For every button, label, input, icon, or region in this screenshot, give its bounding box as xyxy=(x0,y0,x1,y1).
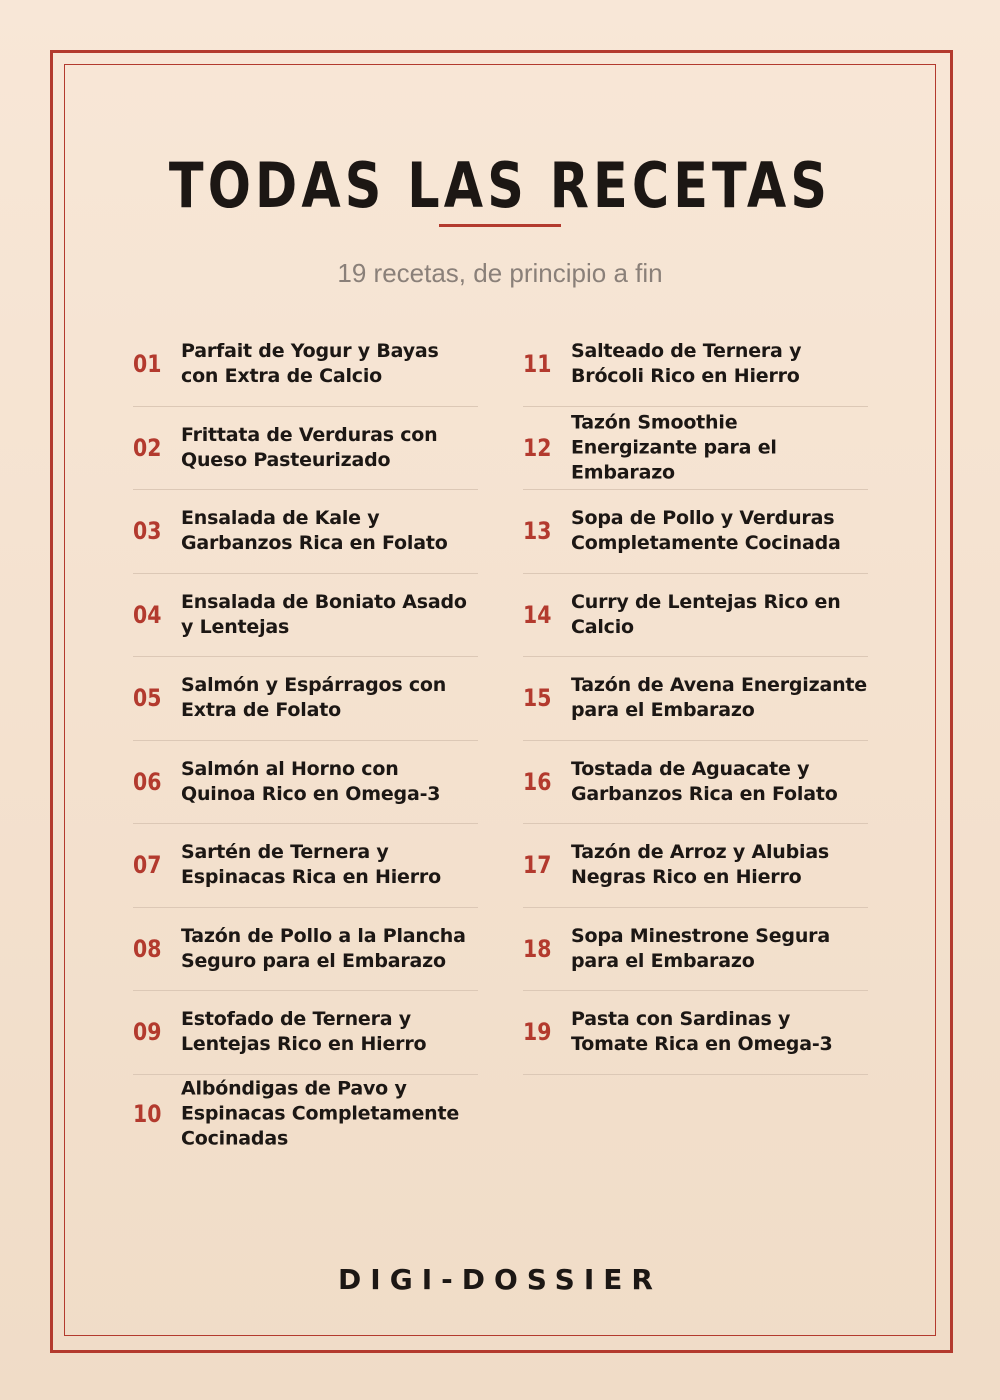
recipe-number: 06 xyxy=(133,767,162,796)
recipe-item-01[interactable] xyxy=(133,323,478,407)
recipe-item-18[interactable] xyxy=(523,908,868,992)
title-underline xyxy=(439,224,561,227)
recipe-name: Ensalada de Boniato Asado y Lentejas xyxy=(181,590,467,638)
recipe-name: Tazón de Avena Energizante para el Embarazo xyxy=(571,674,867,722)
recipe-item-14[interactable] xyxy=(523,574,868,658)
recipe-name: Albóndigas de Pavo y Espinacas Completamente Cocinadas xyxy=(181,1077,460,1149)
recipe-name: Frittata de Verduras con Queso Pasteurizado xyxy=(181,423,438,471)
recipe-number: 14 xyxy=(523,600,552,629)
recipe-number: 10 xyxy=(133,1099,162,1128)
recipe-number: 19 xyxy=(523,1018,552,1047)
page-title: TODAS LAS RECETAS xyxy=(168,149,832,222)
recipe-item-19[interactable] xyxy=(523,991,868,1075)
recipe-item-11[interactable] xyxy=(523,323,868,407)
recipe-number: 01 xyxy=(133,350,162,379)
recipe-name: Sartén de Ternera y Espinacas Rica en Hierro xyxy=(181,841,441,889)
recipe-number: 12 xyxy=(523,433,552,462)
recipe-number: 15 xyxy=(523,684,552,713)
recipe-number: 18 xyxy=(523,934,552,963)
recipe-number: 05 xyxy=(133,684,162,713)
recipe-item-08[interactable] xyxy=(133,908,478,992)
recipe-name: Salteado de Ternera y Brócoli Rico en Hierro xyxy=(571,340,802,388)
recipe-item-05[interactable] xyxy=(133,657,478,741)
recipe-item-10[interactable] xyxy=(133,1075,478,1153)
recipe-number: 07 xyxy=(133,851,162,880)
recipe-number: 08 xyxy=(133,934,162,963)
recipe-name: Parfait de Yogur y Bayas con Extra de Calcio xyxy=(181,340,439,388)
recipe-number: 17 xyxy=(523,851,552,880)
recipe-number: 09 xyxy=(133,1018,162,1047)
brand-footer: DIGI-DOSSIER xyxy=(338,1263,662,1296)
recipe-name: Estofado de Ternera y Lentejas Rico en Hierro xyxy=(181,1008,427,1056)
recipe-item-09[interactable] xyxy=(133,991,478,1075)
recipe-item-07[interactable] xyxy=(133,824,478,908)
recipe-item-15[interactable] xyxy=(523,657,868,741)
recipe-number: 13 xyxy=(523,517,552,546)
recipe-number: 02 xyxy=(133,433,162,462)
recipe-name: Tazón de Pollo a la Plancha Seguro para el Embarazo xyxy=(181,924,466,972)
recipe-name: Salmón y Espárragos con Extra de Folato xyxy=(181,674,447,722)
recipe-item-06[interactable] xyxy=(133,741,478,825)
recipe-item-17[interactable] xyxy=(523,824,868,908)
recipe-item-12[interactable] xyxy=(523,407,868,491)
recipe-item-04[interactable] xyxy=(133,574,478,658)
recipe-number: 16 xyxy=(523,767,552,796)
recipe-number: 11 xyxy=(523,350,552,379)
recipe-item-02[interactable] xyxy=(133,407,478,491)
recipe-list-right xyxy=(523,323,868,1075)
recipe-list-left xyxy=(133,323,478,1153)
recipe-name: Tazón Smoothie Energizante para el Embarazo xyxy=(571,411,777,484)
recipe-item-13[interactable] xyxy=(523,490,868,574)
recipe-name: Salmón al Horno con Quinoa Rico en Omega-3 xyxy=(181,757,441,805)
recipe-name: Sopa de Pollo y Verduras Completamente Cocinada xyxy=(571,507,841,555)
page-subtitle: 19 recetas, de principio a fin xyxy=(337,258,663,288)
recipe-name: Tostada de Aguacate y Garbanzos Rica en Folato xyxy=(571,757,838,805)
recipe-name: Curry de Lentejas Rico en Calcio xyxy=(571,590,841,638)
recipe-item-03[interactable] xyxy=(133,490,478,574)
recipe-number: 03 xyxy=(133,517,162,546)
recipe-name: Tazón de Arroz y Alubias Negras Rico en Hierro xyxy=(571,841,830,889)
recipe-name: Sopa Minestrone Segura para el Embarazo xyxy=(571,924,830,972)
recipe-name: Pasta con Sardinas y Tomate Rica en Omega-3 xyxy=(571,1008,833,1056)
recipe-name: Ensalada de Kale y Garbanzos Rica en Folato xyxy=(181,507,448,555)
recipe-number: 04 xyxy=(133,600,162,629)
recipe-item-16[interactable] xyxy=(523,741,868,825)
